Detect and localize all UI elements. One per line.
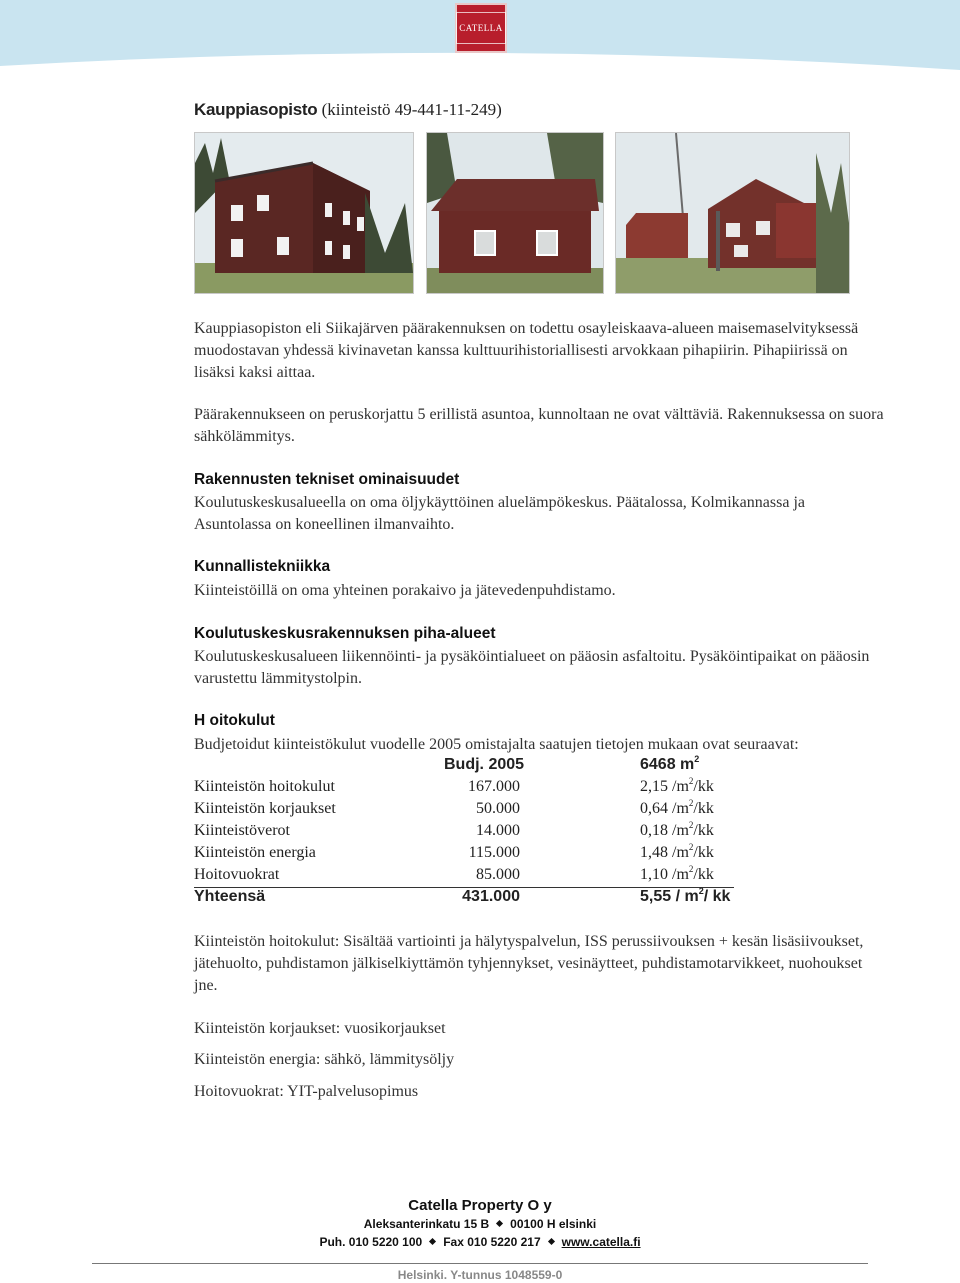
row-label: Kiinteistön hoitokulut [194,778,335,795]
costs-table-row [194,800,754,822]
row-budget: 85.000 [476,866,520,883]
costs-table-total-row [194,888,754,910]
title-property-id: (kiinteistö 49-441-11-249) [321,100,502,119]
costs-table-header [194,756,754,778]
heading-costs: H oitokulut [194,712,275,729]
footer-company: Catella Property O y [408,1197,552,1214]
diamond-separator-icon [496,1220,503,1227]
costs-table-row [194,778,754,800]
row-label: Kiinteistön energia [194,844,316,861]
municipal-text: Kiinteistöillä on oma yhteinen porakaivo ja jätevedenpuhdistamo. [194,582,616,599]
budget-column-header: Budj. 2005 [444,756,525,773]
note-repairs: Kiinteistön korjaukset: vuosikorjaukset [194,1020,446,1037]
intro-paragraph-2: Päärakennukseen on peruskorjattu 5 erillistä asuntoa, kunnoltaan ne ovat välttäviä. Rakennuksessa on suora sähkölämmitys. [194,406,884,445]
row-label: Kiinteistön korjaukset [194,800,336,817]
total-budget: 431.000 [462,888,520,905]
logo-text: CATELLA [456,12,506,44]
red-farmyard-buildings-photo [615,132,850,294]
area-column-header: 6468 $m^2$ [640,754,700,773]
technical-text: Koulutuskeskusalueella on oma öljykäyttöinen aluelämpökeskus. Päätalossa, Kolmikannassa ja Asuntolassa on koneellinen ilmanvaihto. [194,494,805,533]
heading-technical: Rakennusten tekniset ominaisuudet [194,471,460,488]
row-budget: 167.000 [468,778,520,795]
heading-municipal: Kunnallistekniikka [194,558,331,575]
diamond-separator-icon [429,1238,436,1245]
footer-postal: 00100 H elsinki [510,1217,597,1231]
costs-table-row [194,866,734,888]
diamond-separator-icon [548,1238,555,1245]
row-per-m2: 1,48 $/m^2/kk$ [640,842,714,861]
total-per-m2: $5,55 / m^2/$ kk [640,886,731,905]
row-budget: 115.000 [468,844,520,861]
footer-phone: Puh. 010 5220 100 [319,1235,423,1249]
title-property-name: Kauppiasopisto [194,100,318,119]
catella-logo[interactable] [455,3,507,53]
footer-fax: Fax 010 5220 217 [443,1235,541,1249]
row-per-m2: 2,15 $/m^2/kk$ [640,776,714,795]
page-title [194,100,502,120]
row-per-m2: 1,10 $/m^2/kk$ [640,864,714,883]
row-label: Kiinteistöverot [194,822,290,839]
intro-paragraph-1: Kauppiasopiston eli Siikajärven päärakennuksen on todettu osayleiskaava-alueen maisemaselvityksessä muodostavan yhdessä kivinavetan kanssa kulttuurihistoriallisesti arvokkaan pihapiirin. Pihapiirissä on lisäksi kaksi aittaa. [194,320,859,381]
footer-website-link[interactable]: www.catella.fi [561,1235,641,1249]
costs-table-row [194,844,754,866]
row-per-m2: 0,64 $/m^2/kk$ [640,798,714,817]
note-service-rents: Hoitovuokrat: YIT-palvelusopimus [194,1083,419,1100]
row-budget: 14.000 [476,822,520,839]
row-label: Hoitovuokrat [194,866,280,883]
note-energy: Kiinteistön energia: sähkö, lämmitysöljy [194,1051,455,1068]
note-maintenance-costs: Kiinteistön hoitokulut: Sisältää vartiointi ja hälytyspalvelun, ISS perussiivouksen + kesän lisäsiivoukset, jätehuolto, puhdistamon jälkiselkiyttämön tyhjennykset, vesinäytteet, puhdistamotarvikkeet, nuohoukset jne. [194,933,864,994]
row-budget: 50.000 [476,800,520,817]
footer-divider [92,1263,868,1264]
costs-intro: Budjetoidut kiinteistökulut vuodelle 2005 omistajalta saatujen tietojen mukaan ovat seuraavat: [194,736,799,753]
red-storehouse-photo [426,132,604,294]
footer-contact-line [0,1235,960,1249]
yard-text: Koulutuskeskusalueen liikennöinti- ja pysäköintialueet on pääosin asfaltoitu. Pysäköintipaikat on pääosin varustettu lämmitystolpin. [194,648,870,687]
heading-yard: Koulutuskeskusrakennuksen piha-alueet [194,625,496,642]
total-label: Yhteensä [194,888,266,905]
two-storey-red-wooden-house-photo [194,132,414,294]
footer-business-id: Helsinki. Y-tunnus 1048559-0 [397,1268,563,1282]
footer-address-line [0,1217,960,1231]
footer-street: Aleksanterinkatu 15 B [363,1217,490,1231]
row-per-m2: 0,18 $/m^2/kk$ [640,820,714,839]
costs-table-row [194,822,754,844]
